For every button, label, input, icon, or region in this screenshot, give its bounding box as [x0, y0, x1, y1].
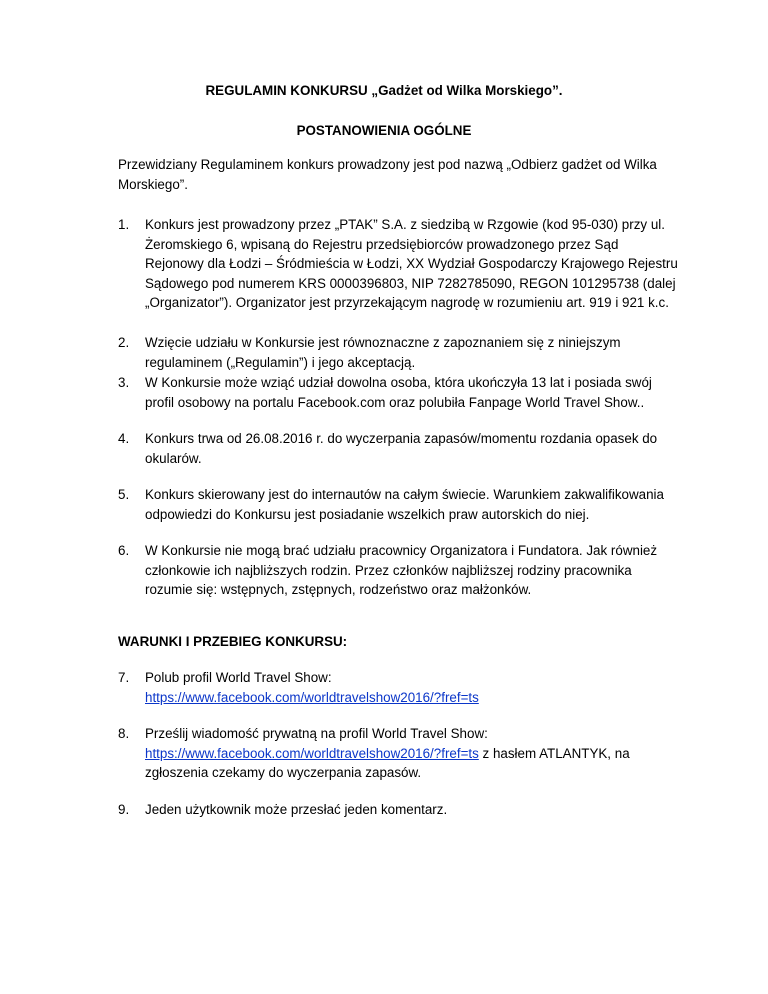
list-item [118, 485, 678, 524]
list-item [118, 541, 678, 600]
list-item-text: Konkurs skierowany jest do internautów na całym świecie. Warunkiem zakwalifikowania odpowiedzi do Konkursu jest posiadanie wszelkich praw autorskich do niej. [145, 487, 664, 522]
list-item-number: 9. [118, 802, 130, 817]
list-item [118, 429, 678, 468]
list-item [118, 215, 678, 313]
facebook-profile-link[interactable]: https://www.facebook.com/worldtravelshow2016/?fref=ts [145, 745, 479, 761]
list-item-number: 8. [118, 726, 130, 741]
intro-paragraph: Przewidziany Regulaminem konkurs prowadzony jest pod nazwą „Odbierz gadżet od Wilka Morskiego”. [118, 157, 657, 192]
list-item-text [145, 668, 678, 707]
list-item [118, 333, 678, 372]
list-item [118, 800, 678, 820]
list-item-text: Konkurs jest prowadzony przez „PTAK” S.A. z siedzibą w Rzgowie (kod 95-030) przy ul. Żeromskiego 6, wpisaną do Rejestru przedsiębiorców prowadzonego przez Sąd Rejonowy dla Łodzi – Śródmieścia w Łodzi, XX Wydział Gospodarczy Krajowego Rejestru Sądowego pod numerem KRS 0000396803, NIP 7282785090, REGON 101295738 (dalej „Organizator”). Organizator jest przyrzekającym nagrodę w rozumieniu art. 919 i 921 k.c. [145, 217, 678, 310]
list-item-suffix: z hasłem ATLANTYK, na zgłoszenia czekamy do wyczerpania zapasów. [145, 745, 630, 780]
list-item-label: Polub profil World Travel Show: [145, 670, 332, 685]
list-item-text: Konkurs trwa od 26.08.2016 r. do wyczerpania zapasów/momentu rozdania opasek do okularów. [145, 431, 658, 466]
list-item-text: W Konkursie może wziąć udział dowolna osoba, która ukończyła 13 lat i posiada swój profil osobowy na portalu Facebook.com oraz polubiła Fanpage World Travel Show.. [145, 375, 652, 410]
facebook-profile-link[interactable]: https://www.facebook.com/worldtravelshow2016/?fref=ts [145, 689, 479, 705]
list-item-text [145, 724, 678, 783]
document-title: REGULAMIN KONKURSU „Gadżet od Wilka Morskiego”. [205, 83, 563, 98]
list-item-number: 4. [118, 431, 130, 446]
list-item-number: 2. [118, 335, 130, 350]
list-item [118, 373, 678, 412]
list-item-text: W Konkursie nie mogą brać udziału pracownicy Organizatora i Fundatora. Jak również członkowie ich najbliższych rodzin. Przez członków najbliższej rodziny pracownika rozumie się: wstępnych, zstępnych, rodzeństwo oraz małżonków. [145, 543, 658, 597]
list-item-number: 5. [118, 487, 130, 502]
section-heading-general: POSTANOWIENIA OGÓLNE [296, 123, 472, 138]
list-item [118, 668, 678, 707]
list-item-number: 6. [118, 543, 130, 558]
list-item [118, 724, 678, 783]
list-item-label: Prześlij wiadomość prywatną na profil World Travel Show: [145, 726, 488, 741]
list-item-number: 3. [118, 375, 130, 390]
list-item-text: Wzięcie udziału w Konkursie jest równoznaczne z zapoznaniem się z niniejszym regulaminem („Regulamin”) i jego akceptacją. [145, 335, 621, 370]
list-item-text: Jeden użytkownik może przesłać jeden komentarz. [145, 802, 448, 817]
section-heading-conditions: WARUNKI I PRZEBIEG KONKURSU: [118, 634, 348, 649]
list-item-number: 1. [118, 217, 130, 232]
list-item-number: 7. [118, 670, 130, 685]
